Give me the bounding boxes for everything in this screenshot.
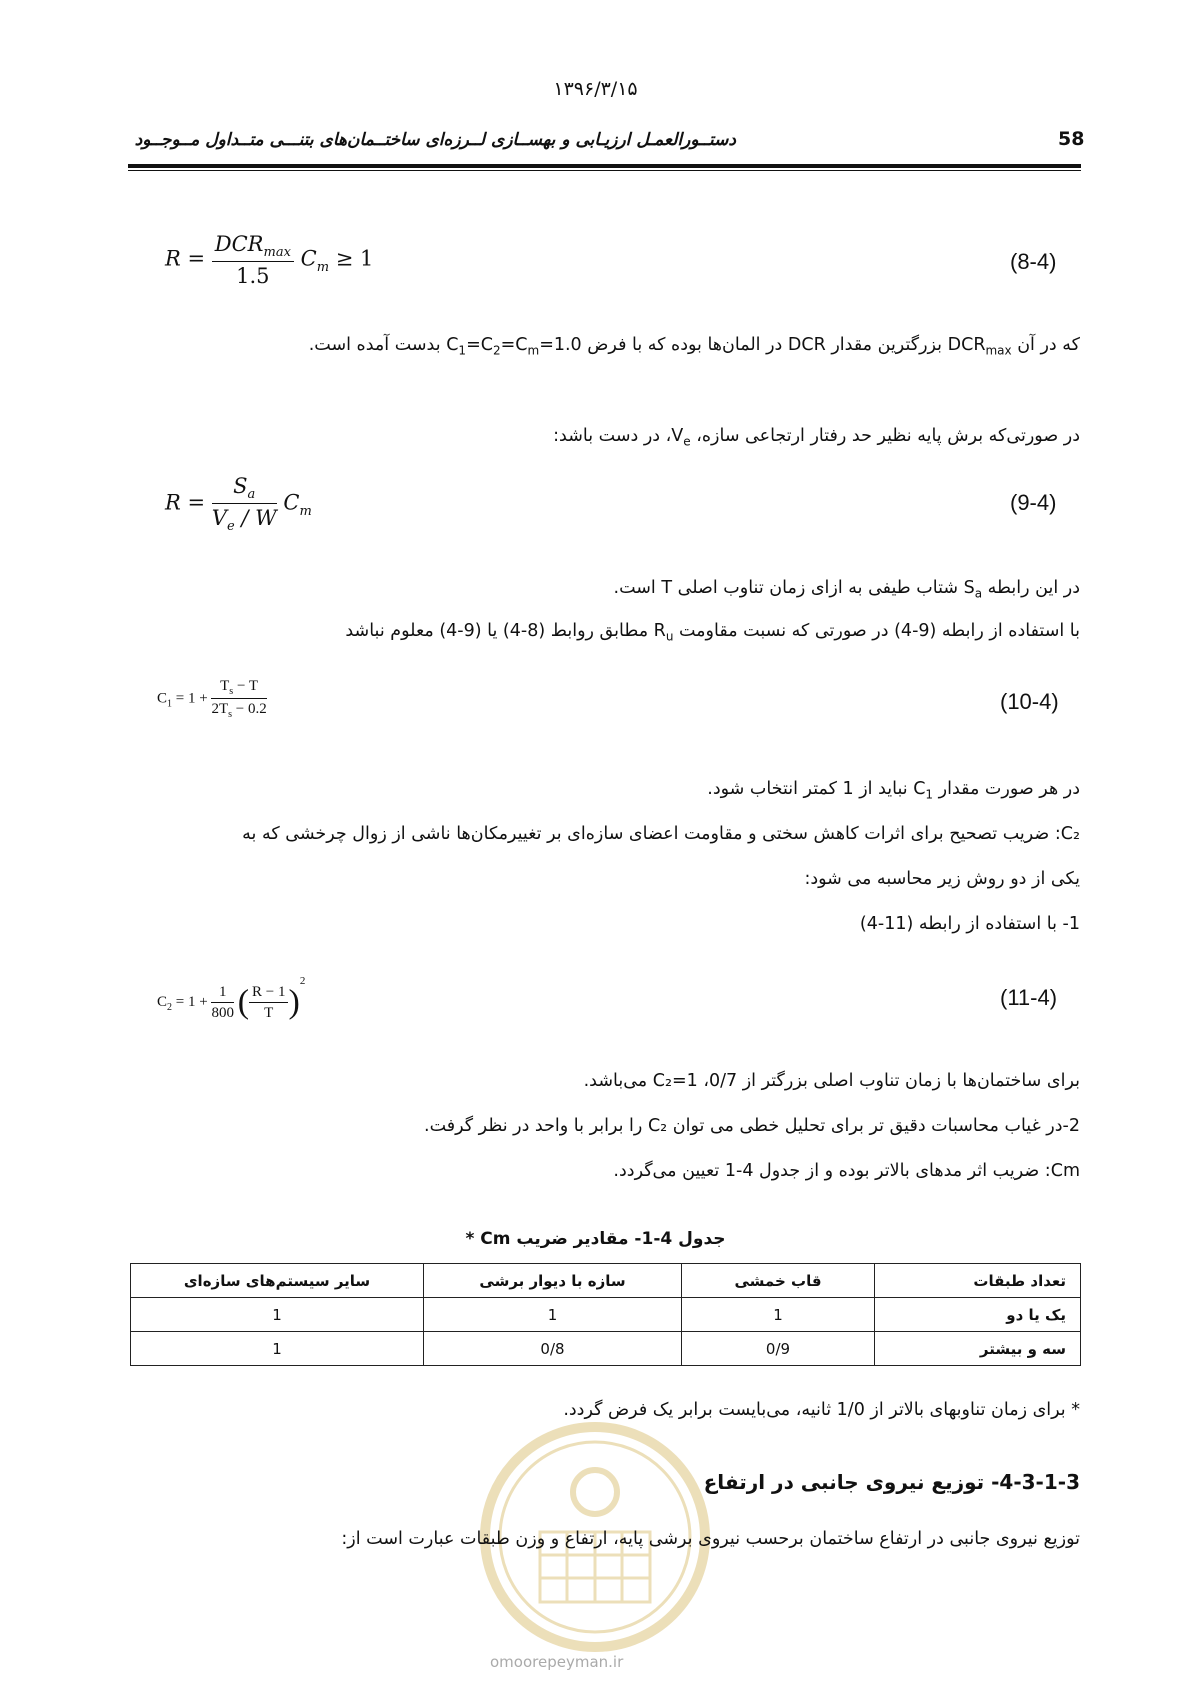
table-caption: جدول 4-1- مقادیر ضریب Cm * bbox=[465, 1229, 726, 1249]
paragraph-method-1: 1- با استفاده از رابطه (11-4) bbox=[859, 914, 1080, 934]
paragraph-base-shear: در صورتی‌که برش پایه نظیر حد رفتار ارتجاعی سازه، $V_e،$ در دست باشد: bbox=[553, 426, 1080, 449]
table-cell: 1 bbox=[131, 1332, 424, 1366]
equation-label-11-4: (11-4) bbox=[1000, 985, 1058, 1010]
equation-label-8-4: (8-4) bbox=[1010, 249, 1057, 274]
paragraph-sa-definition: در این رابطه $S_a$ شتاب طیفی به ازای زمان تناوب اصلی T است. bbox=[613, 578, 1080, 601]
table-cell: 1 bbox=[131, 1298, 424, 1332]
running-title: دستــورالعمـل ارزیـابی و بهســازی لــرزه‌ای ساختــمان‌های بتنـــی متــداول مــوجــود bbox=[134, 130, 736, 150]
page-number: 58 bbox=[1058, 128, 1085, 150]
table-header-cell: تعداد طبقات bbox=[875, 1264, 1081, 1298]
paragraph-ru-condition: با استفاده از رابطه (9-4) در صورتی که نسبت مقاومت $R_u$ مطابق روابط (8-4) یا (9-4) معلوم نباشد bbox=[345, 621, 1080, 644]
equation-8-4: R = $\frac{DCR_{max}}{1.5}$ $C_m \ge 1$ bbox=[165, 232, 374, 289]
paragraph-c2-definition-line2: یکی از دو روش زیر محاسبه می شود: bbox=[804, 869, 1080, 889]
equation-9-4: R = $\frac{S_a}{V_e / W}$ $C_m$ bbox=[165, 474, 312, 535]
table-header-cell: سازه با دیوار برشی bbox=[424, 1264, 682, 1298]
table-cell: 1 bbox=[682, 1298, 875, 1332]
table-header-cell: سایر سیستم‌های سازه‌ای bbox=[131, 1264, 424, 1298]
table-footnote: * برای زمان تناوبهای بالاتر از 1/0 ثانیه، می‌بایست برابر یک فرض گردد. bbox=[563, 1400, 1080, 1420]
equation-11-4: $C_2 = 1$ + $\frac{1}{800}$ ( $\frac{R - 1}{T}$ )$^2$ bbox=[157, 975, 306, 1021]
paragraph-cm-definition: Cm: ضریب اثر مدهای بالاتر بوده و از جدول 4-1 تعیین می‌گردد. bbox=[613, 1161, 1080, 1181]
table-header-row bbox=[131, 1264, 1081, 1298]
paragraph-c2-definition-line1: C₂: ضریب تصحیح برای اثرات کاهش سختی و مقاومت اعضای سازه‌ای بر تغییرمکان‌ها ناشی از زوال چرخشی که به bbox=[242, 824, 1080, 844]
watermark-url: omoorepeyman.ir bbox=[490, 1653, 624, 1671]
equation-10-4: $C_1 = 1$ + $\frac{T_s - T}{2T_s - 0.2}$ bbox=[157, 678, 267, 720]
equation-label-10-4: (10-4) bbox=[1000, 689, 1059, 714]
section-paragraph: توزیع نیروی جانبی در ارتفاع ساختمان برحسب نیروی برشی پایه، ارتفاع و وزن طبقات عبارت است از: bbox=[341, 1529, 1080, 1549]
paragraph-dcr-definition: که در آن $DCR_{max}$ بزرگترین مقدار DCR در المان‌ها بوده که با فرض $C_1=C_2=C_m=1.0$ بدست آمده است. bbox=[308, 335, 1080, 358]
table-cell: 0/9 bbox=[682, 1332, 875, 1366]
paragraph-long-period: برای ساختمان‌ها با زمان تناوب اصلی بزرگتر از 0/7، C₂=1 می‌باشد. bbox=[583, 1071, 1080, 1091]
equation-label-9-4: (9-4) bbox=[1010, 490, 1057, 515]
header-rule-thin bbox=[128, 170, 1081, 171]
table-header-cell: قاب خمشی bbox=[682, 1264, 875, 1298]
cm-table bbox=[130, 1263, 1081, 1366]
section-heading: 4-3-1-3- توزیع نیروی جانبی در ارتفاع bbox=[703, 1470, 1080, 1494]
table-cell: یک یا دو bbox=[875, 1298, 1081, 1332]
table-cell: سه و بیشتر bbox=[875, 1332, 1081, 1366]
header-date: ۱۳۹۶/۳/۱۵ bbox=[553, 78, 638, 100]
header-rule-thick bbox=[128, 164, 1081, 168]
paragraph-c1-minimum: در هر صورت مقدار $C_1$ نباید از 1 کمتر انتخاب شود. bbox=[707, 779, 1080, 802]
table-cell: 1 bbox=[424, 1298, 682, 1332]
table-cell: 0/8 bbox=[424, 1332, 682, 1366]
table-row bbox=[131, 1332, 1081, 1366]
paragraph-method-2: 2-در غیاب محاسبات دقیق تر برای تحلیل خطی می توان C₂ را برابر با واحد در نظر گرفت. bbox=[424, 1116, 1080, 1136]
table-row bbox=[131, 1298, 1081, 1332]
